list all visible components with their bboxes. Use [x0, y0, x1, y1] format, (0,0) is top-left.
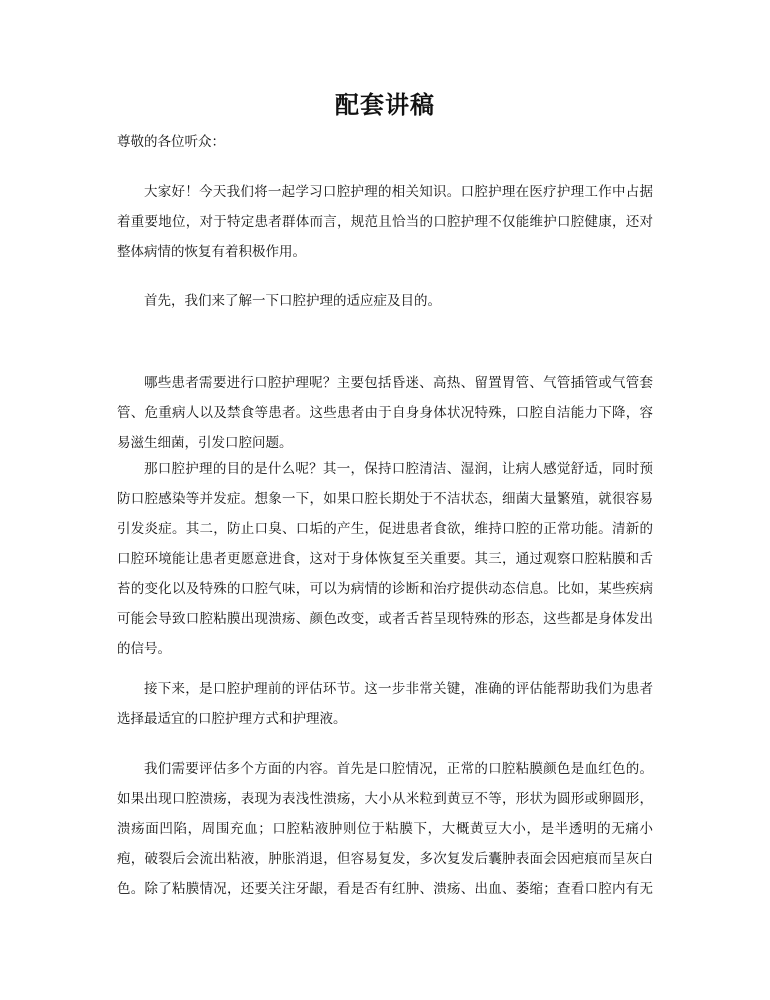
paragraph	[117, 754, 653, 904]
paragraph	[117, 368, 653, 458]
salutation: 尊敬的各位听众：	[117, 134, 225, 150]
paragraph-line: 溃疡面凹陷，周围充血；口腔粘液肿则位于粘膜下，大概黄豆大小，是半透明的无痛小	[117, 821, 653, 837]
paragraph-line: 如果出现口腔溃疡，表现为表浅性溃疡，大小从米粒到黄豆不等，形状为圆形或卵圆形，	[117, 791, 653, 807]
paragraph	[117, 674, 653, 734]
paragraph-line: 防口腔感染等并发症。想象一下，如果口腔长期处于不洁状态，细菌大量繁殖，就很容易	[117, 491, 653, 507]
paragraph-line: 口腔环境能让患者更愿意进食，这对于身体恢复至关重要。其三，通过观察口腔粘膜和舌	[117, 551, 653, 567]
paragraph-line: 选择最适宜的口腔护理方式和护理液。	[117, 711, 347, 727]
paragraph-line: 可能会导致口腔粘膜出现溃疡、颜色改变，或者舌苔呈现特殊的形态，这些都是身体发出	[117, 611, 653, 627]
paragraph-line: 疱，破裂后会流出粘液，肿胀消退，但容易复发，多次复发后囊肿表面会因疤痕而呈灰白	[117, 851, 653, 867]
paragraph-line: 整体病情的恢复有着积极作用。	[117, 244, 306, 260]
paragraph	[117, 177, 653, 267]
paragraph-line: 易滋生细菌，引发口腔问题。	[117, 435, 293, 451]
paragraph-line: 着重要地位，对于特定患者群体而言，规范且恰当的口腔护理不仅能维护口腔健康，还对	[117, 214, 653, 230]
paragraph-line: 引发炎症。其二，防止口臭、口垢的产生，促进患者食欲，维持口腔的正常功能。清新的	[117, 521, 653, 537]
paragraph-line: 我们需要评估多个方面的内容。首先是口腔情况，正常的口腔粘膜颜色是血红色的。	[144, 761, 653, 777]
paragraph-line: 那口腔护理的目的是什么呢？其一，保持口腔清洁、湿润，让病人感觉舒适，同时预	[144, 461, 653, 477]
paragraph-line: 大家好！今天我们将一起学习口腔护理的相关知识。口腔护理在医疗护理工作中占据	[144, 184, 653, 200]
page-title: 配套讲稿	[335, 90, 435, 119]
paragraph	[117, 286, 653, 316]
paragraph-line: 首先，我们来了解一下口腔护理的适应症及目的。	[144, 293, 441, 309]
paragraph-line: 色。除了粘膜情况，还要关注牙龈，看是否有红肿、溃疡、出血、萎缩；查看口腔内有无	[117, 881, 653, 897]
paragraph-line: 接下来，是口腔护理前的评估环节。这一步非常关键，准确的评估能帮助我们为患者	[144, 681, 653, 697]
paragraph-line: 管、危重病人以及禁食等患者。这些患者由于自身身体状况特殊，口腔自洁能力下降，容	[117, 405, 653, 421]
paragraph-line: 哪些患者需要进行口腔护理呢？主要包括昏迷、高热、留置胃管、气管插管或气管套	[144, 375, 653, 391]
paragraph-line: 苔的变化以及特殊的口腔气味，可以为病情的诊断和治疗提供动态信息。比如，某些疾病	[117, 581, 653, 597]
paragraph-line: 的信号。	[117, 641, 171, 657]
paragraph	[117, 454, 653, 664]
